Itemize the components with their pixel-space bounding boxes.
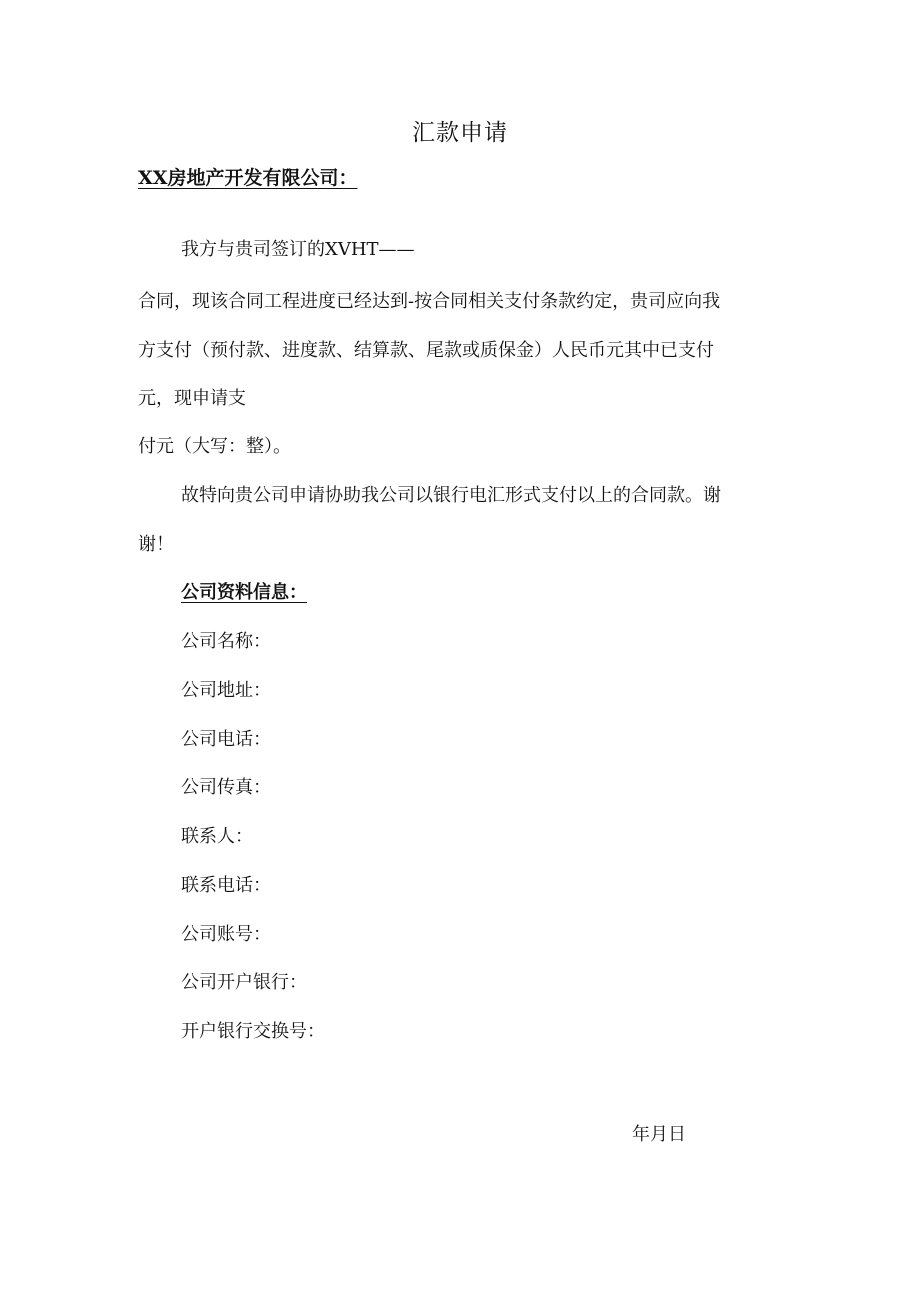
body-line-3: 方支付（预付款、进度款、结算款、尾款或质保金）人民币元其中已支付 <box>138 340 714 361</box>
field-contact-person: 联系人： <box>181 826 253 847</box>
body-line-6: 故特向贵公司申请协助我公司以银行电汇形式支付以上的合同款。谢 <box>181 485 721 506</box>
date-line: 年月日 <box>632 1124 686 1145</box>
body-line-1: 我方与贵司签订的XVHT—— <box>181 239 415 260</box>
field-company-phone: 公司电话： <box>181 729 271 750</box>
document-title: 汇款申请 <box>412 120 508 146</box>
field-company-fax: 公司传真： <box>181 777 271 798</box>
company-info-heading: 公司资料信息： <box>181 582 307 603</box>
field-company-address: 公司地址： <box>181 680 271 701</box>
addressee: XX房地产开发有限公司： <box>138 167 358 189</box>
body-line-7: 谢！ <box>138 534 174 555</box>
field-bank-exchange-number: 开户银行交换号： <box>181 1021 325 1042</box>
field-company-bank: 公司开户银行： <box>181 972 307 993</box>
field-company-account: 公司账号： <box>181 924 271 945</box>
field-contact-phone: 联系电话： <box>181 875 271 896</box>
body-line-4: 元，现申请支 <box>138 388 246 409</box>
field-company-name: 公司名称： <box>181 631 271 652</box>
body-line-2: 合同，现该合同工程进度已经达到-按合同相关支付条款约定，贵司应向我 <box>138 291 721 312</box>
body-line-5: 付元（大写：整）。 <box>138 436 291 457</box>
